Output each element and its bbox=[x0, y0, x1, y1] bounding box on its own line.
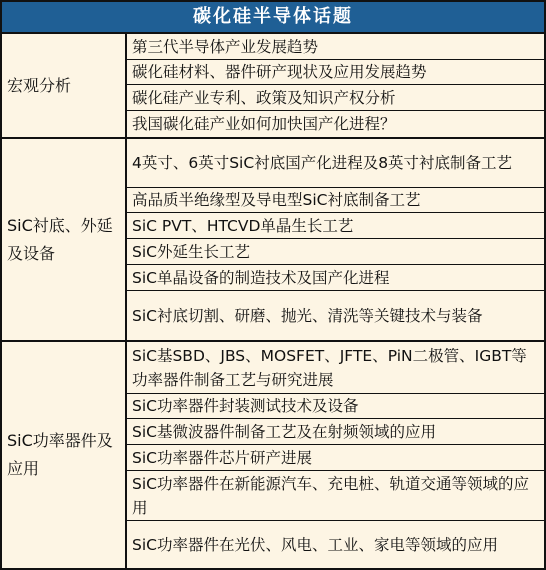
topic-list bbox=[127, 139, 544, 340]
topic-list bbox=[127, 342, 544, 568]
topic-item: SiC功率器件封装测试技术及设备 bbox=[127, 393, 544, 418]
section-power-devices-applications bbox=[2, 340, 544, 568]
topic-item: 碳化硅材料、器件研产现状及应用发展趋势 bbox=[127, 59, 544, 84]
category-label: SiC功率器件及应用 bbox=[2, 342, 127, 568]
section-macro-analysis bbox=[2, 34, 544, 137]
topic-item: SiC基SBD、JBS、MOSFET、JFTE、PiN二极管、IGBT等功率器件制备工艺与研究进展 bbox=[132, 346, 527, 389]
topic-item: 我国碳化硅产业如何加快国产化进程？ bbox=[127, 110, 544, 137]
topic-item: 高品质半绝缘型及导电型SiC衬底制备工艺 bbox=[127, 187, 544, 212]
table-title: 碳化硅半导体话题 bbox=[2, 2, 544, 34]
topic-item: SiC功率器件在光伏、风电、工业、家电等领域的应用 bbox=[127, 520, 544, 568]
topic-item: SiC基微波器件制备工艺及在射频领域的应用 bbox=[127, 418, 544, 444]
category-label: SiC衬底、外延及设备 bbox=[2, 139, 127, 340]
topic-item: 第三代半导体产业发展趋势 bbox=[132, 37, 319, 56]
topic-item: SiC PVT、HTCVD单晶生长工艺 bbox=[127, 212, 544, 238]
topic-item: 碳化硅产业专利、政策及知识产权分析 bbox=[127, 84, 544, 110]
section-substrate-epitaxy-equipment bbox=[2, 137, 544, 340]
topic-item: SiC功率器件在新能源汽车、充电桩、轨道交通等领域的应用 bbox=[127, 470, 544, 520]
topic-item: SiC功率器件芯片研产进展 bbox=[127, 444, 544, 470]
topic-item: SiC外延生长工艺 bbox=[127, 238, 544, 264]
topic-list bbox=[127, 34, 544, 137]
topic-item: SiC衬底切割、研磨、抛光、清洗等关键技术与装备 bbox=[127, 290, 544, 340]
topic-item: SiC单晶设备的制造技术及国产化进程 bbox=[127, 264, 544, 290]
category-label: 宏观分析 bbox=[2, 34, 127, 137]
topic-item: 4英寸、6英寸SiC衬底国产化进程及8英寸衬底制备工艺 bbox=[132, 154, 513, 172]
